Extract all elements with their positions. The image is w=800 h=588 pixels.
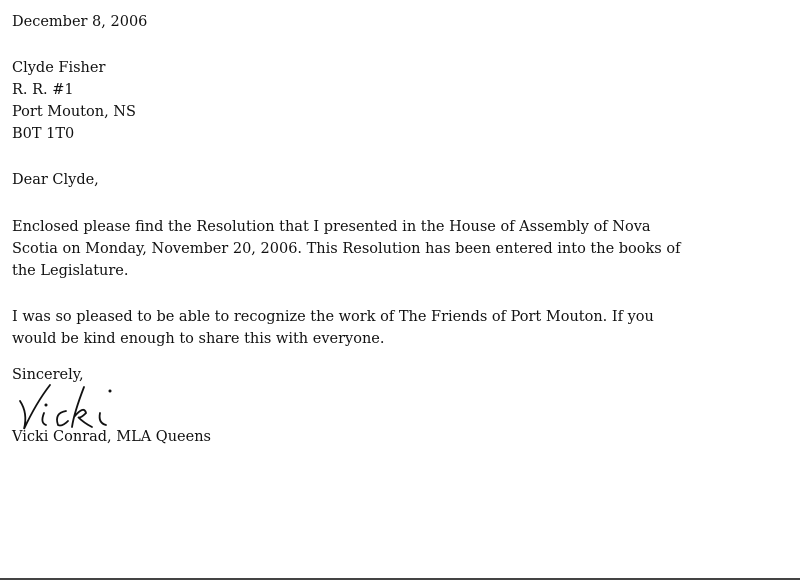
salutation: Dear Clyde, xyxy=(12,172,99,188)
recipient-postal-code: B0T 1T0 xyxy=(12,126,75,142)
paragraph2-line2: would be kind enough to share this with everyone. xyxy=(12,331,385,347)
paragraph1-line1: Enclosed please find the Resolution that I presented in the House of Assembly of Nova xyxy=(12,219,651,235)
paragraph1-line3: the Legislature. xyxy=(12,263,129,279)
paragraph2-line1: I was so pleased to be able to recognize the work of The Friends of Port Mouton. If you xyxy=(12,309,654,325)
paragraph1-line2: Scotia on Monday, November 20, 2006. This Resolution has been entered into the books of xyxy=(12,241,681,257)
signer-name: Vicki Conrad, MLA Queens xyxy=(12,429,211,445)
recipient-address-line1: R. R. #1 xyxy=(12,82,74,98)
closing: Sincerely, xyxy=(12,367,84,383)
recipient-name: Clyde Fisher xyxy=(12,60,106,76)
recipient-address-line2: Port Mouton, NS xyxy=(12,104,136,120)
page-edge-line xyxy=(0,578,800,580)
letter-date: December 8, 2006 xyxy=(12,14,148,30)
